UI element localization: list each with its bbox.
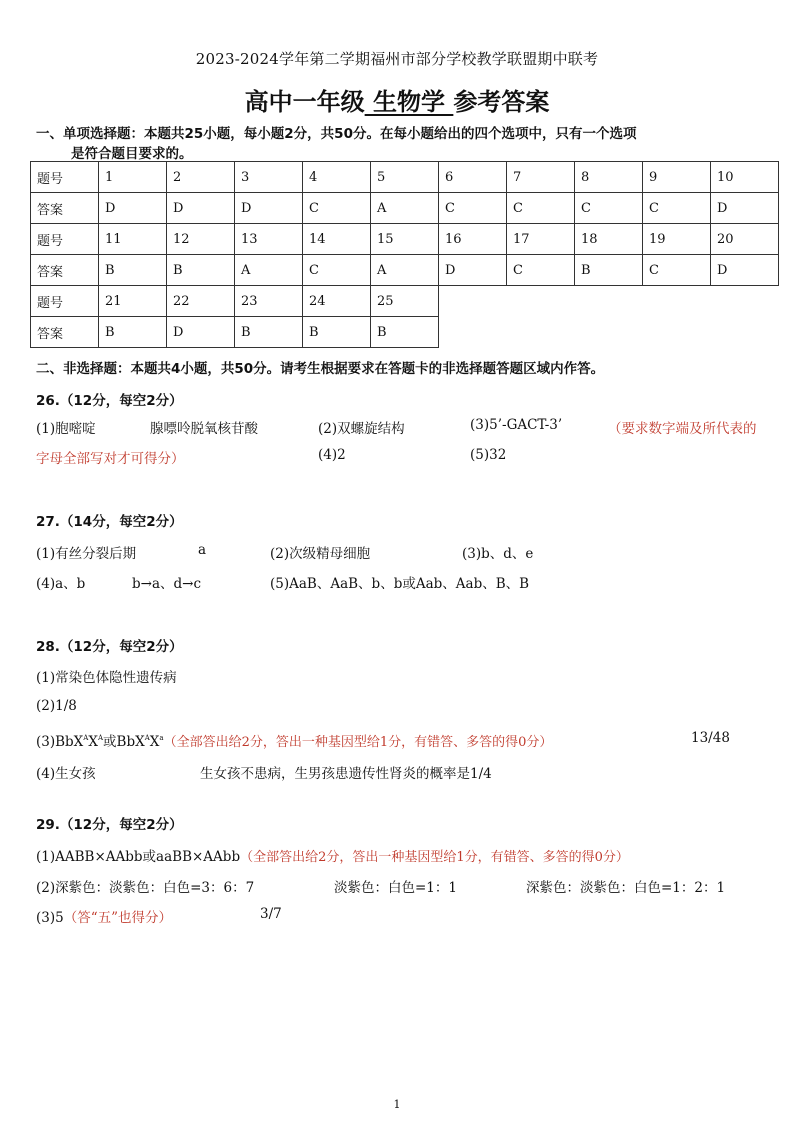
q29-a3-note: （答“五”也得分） bbox=[63, 910, 173, 926]
q29-a1: (1)AABB×AAbb或aaBB×AAbb bbox=[36, 849, 241, 865]
question-number-cell: 13 bbox=[235, 224, 303, 255]
q28-a4: (4)生女孩 bbox=[36, 766, 96, 782]
question-number-cell: 16 bbox=[439, 224, 507, 255]
empty-cell bbox=[711, 286, 779, 317]
q27-answers-line1 bbox=[36, 542, 636, 562]
q26-a3-note1: （要求数字端及所代表的 bbox=[608, 421, 757, 437]
question-number-cell: 18 bbox=[575, 224, 643, 255]
answer-cell: B bbox=[303, 317, 371, 348]
answer-cell: C bbox=[575, 193, 643, 224]
question-number-cell: 1 bbox=[99, 162, 167, 193]
q28-a3b: 13/48 bbox=[691, 730, 730, 746]
q26-a1: (1)胞嘧啶 bbox=[36, 421, 96, 437]
empty-cell bbox=[643, 286, 711, 317]
question-number-cell: 12 bbox=[167, 224, 235, 255]
q29-answers-line2 bbox=[36, 876, 761, 896]
question-number-cell: 22 bbox=[167, 286, 235, 317]
question-number-cell: 7 bbox=[507, 162, 575, 193]
answer-cell: B bbox=[167, 255, 235, 286]
answer-cell: B bbox=[371, 317, 439, 348]
answer-cell: A bbox=[371, 255, 439, 286]
q28-answers-line3 bbox=[36, 730, 756, 750]
title-grade: 高中一年级 bbox=[244, 88, 365, 116]
question-number-cell: 15 bbox=[371, 224, 439, 255]
empty-cell bbox=[575, 317, 643, 348]
q28-title: 28.（12分，每空2分） bbox=[36, 639, 183, 655]
answer-cell: C bbox=[507, 193, 575, 224]
answer-cell: C bbox=[303, 193, 371, 224]
q29-a3: (3)5 bbox=[36, 910, 64, 926]
q28-answers-line4 bbox=[36, 762, 756, 782]
row-label: 题号 bbox=[31, 286, 99, 317]
answer-cell: A bbox=[371, 193, 439, 224]
table-answer-row bbox=[31, 317, 779, 348]
q26-answers-line2 bbox=[36, 447, 766, 467]
q26-a3-note2: 字母全部写对才可得分） bbox=[36, 451, 185, 467]
q26-a1b: 腺嘌呤脱氧核苷酸 bbox=[150, 421, 258, 437]
table-answer-row bbox=[31, 193, 779, 224]
q26-a2: (2)双螺旋结构 bbox=[318, 421, 405, 437]
q26-title: 26.（12分，每空2分） bbox=[36, 393, 183, 409]
question-number-cell: 20 bbox=[711, 224, 779, 255]
answer-cell: D bbox=[167, 317, 235, 348]
q28-a2: (2)1/8 bbox=[36, 698, 77, 714]
title-answer: 参考答案 bbox=[453, 88, 550, 116]
q27-answers-line2 bbox=[36, 572, 636, 592]
q27-a1: (1)有丝分裂后期 bbox=[36, 546, 137, 562]
answer-cell: B bbox=[99, 255, 167, 286]
question-number-cell: 14 bbox=[303, 224, 371, 255]
question-number-cell: 19 bbox=[643, 224, 711, 255]
page-title bbox=[0, 82, 794, 117]
question-number-cell: 2 bbox=[167, 162, 235, 193]
q29-a1-note: （全部答出给2分，答出一种基因型给1分，有错答、多答的得0分） bbox=[240, 850, 629, 865]
table-answer-row bbox=[31, 255, 779, 286]
q26-answers-line1 bbox=[36, 417, 757, 437]
question-number-cell: 17 bbox=[507, 224, 575, 255]
table-question-row bbox=[31, 162, 779, 193]
section1-line1: 一、单项选择题：本题共25小题，每小题2分，共50分。在每小题给出的四个选项中，只有一个选项 bbox=[36, 126, 637, 142]
table-question-row bbox=[31, 286, 779, 317]
q28-a1: (1)常染色体隐性遗传病 bbox=[36, 670, 177, 686]
q26-a5: (5)32 bbox=[470, 447, 507, 463]
row-label: 题号 bbox=[31, 162, 99, 193]
row-label: 答案 bbox=[31, 193, 99, 224]
q27-a1b: a bbox=[198, 542, 207, 558]
q27-a4b: b→a、d→c bbox=[132, 576, 202, 592]
q27-title: 27.（14分，每空2分） bbox=[36, 514, 183, 530]
answer-cell: B bbox=[235, 317, 303, 348]
q29-a2c: 深紫色：淡紫色：白色=1：2：1 bbox=[526, 880, 726, 896]
q29-answers-line1 bbox=[36, 845, 629, 865]
page-number: 1 bbox=[393, 1098, 401, 1111]
section2-heading: 二、非选择题：本题共4小题，共50分。请考生根据要求在答题卡的非选择题答题区域内作答。 bbox=[36, 361, 605, 377]
q28-a4b: 生女孩不患病，生男孩患遗传性肾炎的概率是1/4 bbox=[200, 766, 492, 782]
answer-cell: D bbox=[711, 255, 779, 286]
question-number-cell: 21 bbox=[99, 286, 167, 317]
empty-cell bbox=[439, 286, 507, 317]
q26-a4: (4)2 bbox=[318, 447, 346, 463]
q29-a2b: 淡紫色：白色=1：1 bbox=[334, 880, 457, 896]
q27-a3: (3)b、d、e bbox=[462, 546, 534, 562]
question-number-cell: 23 bbox=[235, 286, 303, 317]
q27-a2: (2)次级精母细胞 bbox=[270, 546, 371, 562]
question-number-cell: 4 bbox=[303, 162, 371, 193]
empty-cell bbox=[439, 317, 507, 348]
row-label: 题号 bbox=[31, 224, 99, 255]
q28-a3: $(3)BbX^AX^A$或$BbX^AX^a$ bbox=[36, 734, 164, 750]
answer-cell: B bbox=[575, 255, 643, 286]
question-number-cell: 10 bbox=[711, 162, 779, 193]
answer-cell: D bbox=[99, 193, 167, 224]
section1-heading bbox=[36, 124, 776, 164]
answer-cell: C bbox=[439, 193, 507, 224]
answer-cell: A bbox=[235, 255, 303, 286]
section1-line2: 是符合题目要求的。 bbox=[71, 146, 193, 162]
q29-a3b: 3/7 bbox=[260, 906, 282, 922]
exam-header: 2023-2024学年第二学期福州市部分学校教学联盟期中联考 bbox=[195, 50, 599, 68]
empty-cell bbox=[507, 286, 575, 317]
question-number-cell: 8 bbox=[575, 162, 643, 193]
row-label: 答案 bbox=[31, 255, 99, 286]
question-number-cell: 3 bbox=[235, 162, 303, 193]
question-number-cell: 5 bbox=[371, 162, 439, 193]
question-number-cell: 24 bbox=[303, 286, 371, 317]
empty-cell bbox=[575, 286, 643, 317]
question-number-cell: 6 bbox=[439, 162, 507, 193]
q28-a3-note: （全部答出给2分，答出一种基因型给1分，有错答、多答的得0分） bbox=[163, 735, 553, 750]
answer-cell: D bbox=[235, 193, 303, 224]
question-number-cell: 9 bbox=[643, 162, 711, 193]
answer-cell: D bbox=[711, 193, 779, 224]
q27-a4: (4)a、b bbox=[36, 576, 86, 592]
answer-cell: B bbox=[99, 317, 167, 348]
title-subject: 生物学 bbox=[364, 88, 454, 116]
q29-a2: (2)深紫色：淡紫色：白色=3：6：7 bbox=[36, 880, 255, 896]
answer-cell: C bbox=[303, 255, 371, 286]
empty-cell bbox=[643, 317, 711, 348]
answer-cell: D bbox=[439, 255, 507, 286]
row-label: 答案 bbox=[31, 317, 99, 348]
empty-cell bbox=[711, 317, 779, 348]
q26-a3: (3)5’-GACT-3’ bbox=[470, 417, 563, 433]
q29-title: 29.（12分，每空2分） bbox=[36, 817, 183, 833]
answer-table bbox=[30, 161, 779, 348]
answer-cell: D bbox=[167, 193, 235, 224]
table-question-row bbox=[31, 224, 779, 255]
question-number-cell: 25 bbox=[371, 286, 439, 317]
answer-cell: C bbox=[507, 255, 575, 286]
question-number-cell: 11 bbox=[99, 224, 167, 255]
q27-a5: (5)AaB、AaB、b、b或Aab、Aab、B、B bbox=[270, 576, 530, 592]
q29-answers-line3 bbox=[36, 906, 436, 926]
empty-cell bbox=[507, 317, 575, 348]
answer-cell: C bbox=[643, 193, 711, 224]
answer-cell: C bbox=[643, 255, 711, 286]
